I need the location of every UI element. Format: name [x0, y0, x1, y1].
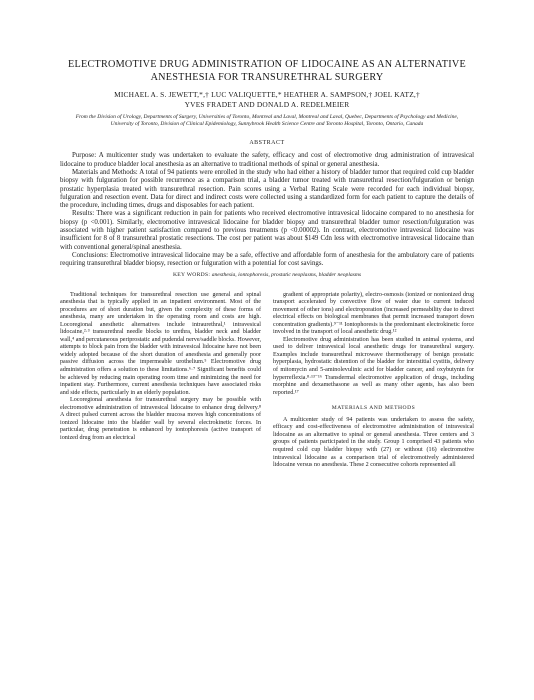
- right-column: [273, 292, 474, 470]
- keywords-label: KEY WORDS:: [172, 271, 211, 278]
- abstract-heading: ABSTRACT: [249, 140, 285, 147]
- body-paragraph: Electromotive drug administration has been studied in animal systems, and used to deliver intravesical local anesthetic drugs for transurethral surgery. Examples include transurethral microwave thermotherapy of benign prostatic hyperplasia, hydrostatic distention of the bladder for interstitial cystitis, delivery of mitomycin and 5-aminolevulinic acid for bladder cancer, and oxybutynin for hyperreflexia.⁸·¹³⁻¹⁶ Transdermal electromotive application of drugs, including morphine and dexamethasone as well as many other agents, has also been reported.¹⁷: [273, 336, 474, 396]
- article-title: ELECTROMOTIVE DRUG ADMINISTRATION OF LIDOCAINE AS AN ALTERNATIVE ANESTHESIA FOR TRANSURETHRAL SURGERY: [68, 59, 466, 83]
- article-body: [60, 292, 474, 470]
- author-affiliation: From the Division of Urology, Departments of Surgery, Universities of Toronto, Montreal and Laval, Montreal and Laval, Quebec, Departments of Psychology and Medicine, University of Toronto, Division of Clinical Epidemiology, Sunnybrook Health Science Centre and Toronto Hospital, Toronto, Ontario, Canada: [75, 114, 459, 128]
- abstract-results: Results: There was a significant reduction in pain for patients who received electromotive intravesical lidocaine compared to no anesthesia for biopsy (p <0.001). Similarly, electromotive intravesical lidocaine for bladder biopsy and transurethral bladder tumor resection/fulguration was associated with higher patient satisfaction compared to previous treatments (p <0.00002). In contrast, electromotive intravesical lidocaine was insufficient for 8 of 8 transurethral prostatic resections. The cost per patient was about $149 Cdn less with electromotive intravesical lidocaine than with conventional general/spinal anesthesia.: [60, 210, 474, 251]
- body-paragraph: Traditional techniques for transurethral resection use general and spinal anesthesia that is typically applied in an inpatient environment. Most of the procedures are of short duration but, given the complexity of these forms of anesthesia, many are undertaken in the operating room and costs are high. Locoregional anesthetic alternatives include intraurethral,¹ intravesical lidocaine,²·³ transurethral needle blocks to urethra, bladder neck and bladder wall,⁴ and percutaneous periprostatic and pudendal nerve/saddle blocks. However, attempts to block pain from the bladder with intravesical lidocaine have not been widely adopted because of the short duration of anesthesia and generally poor passive diffusion across the impermeable urothelium.⁵ Electromotive drug administration offers a solution to these limitations.⁶·⁷ Significant benefits could be achieved by reducing main operating room time and minimizing the need for inpatient stay. Furthermore, current anesthesia techniques have associated risks and side effects, particularly in an elderly population.: [60, 291, 261, 396]
- section-heading-methods: MATERIALS AND METHODS: [331, 405, 416, 412]
- author-list: [60, 90, 474, 110]
- body-paragraph: A multicenter study of 94 patients was undertaken to assess the safety, efficacy and cost-effectiveness of electromotive administration of intravesical lidocaine as an alternative to spinal or general anesthesia. Three centers and 3 groups of patients participated in the study. Group 1 comprised 43 patients who required cold cup bladder biopsy with (27) or without (16) electromotive intravesical lidocaine as a comparison trial of electromotively administered lidocaine versus no anesthesia. These 2 consecutive cohorts represented all: [273, 416, 474, 469]
- authors-line-2: YVES FRADET AND DONALD A. REDELMEIER: [184, 100, 350, 109]
- left-column: [60, 292, 261, 470]
- abstract-purpose: Purpose: A multicenter study was undertaken to evaluate the safety, efficacy and cost of electromotive drug administration of intravesical lidocaine to produce bladder local anesthesia as an alternative to traditional methods of spinal or general anesthesia.: [60, 152, 474, 168]
- keywords-list: anesthesia, iontophoresis, prostatic neoplasms, bladder neoplasms: [211, 271, 362, 278]
- body-paragraph: Locoregional anesthesia for transurethral surgery may be possible with electromotive administration of intravesical lidocaine to enhance drug delivery.⁸ A direct pulsed current across the bladder mucosa moves high concentrations of ionized lidocaine into the bladder wall by several electrokinetic forces. In particular, drug penetration is enhanced by iontophoresis (active transport of ionized drug from an electrical: [60, 397, 261, 441]
- authors-line-1: MICHAEL A. S. JEWETT,*,† LUC VALIQUETTE,* HEATHER A. SAMPSON,† JOEL KATZ,†: [114, 90, 420, 99]
- body-paragraph: gradient of appropriate polarity), electro-osmosis (ionized or nonionized drug transport accelerated by convective flow of water due to current induced movement of other ions) and electroporation (increased permeability due to direct electrical effects on biological membranes that permit increased transport down concentration gradients).⁹⁻¹¹ Iontophoresis is the predominant electrokinetic force involved in the transport of local anesthetic drug.¹²: [273, 291, 474, 336]
- abstract-methods: Materials and Methods: A total of 94 patients were enrolled in the study who had either a history of bladder tumor that required cold cup bladder biopsy with fulguration for possible recurrence as a comparison trial, a bladder tumor treated with transurethral resection/fulguration or benign prostatic hyperplasia treated with transurethral resection. Pain scores using a Verbal Rating Scale were recorded for each individual biopsy, fulguration and resection event. Data for direct and indirect costs were collected using a standardized form for each patient to capture the details of the procedure, including times, drugs and disposables for each patient.: [60, 169, 474, 210]
- keywords-line: [60, 272, 474, 278]
- abstract-body: [60, 152, 474, 268]
- abstract-conclusions: Conclusions: Electromotive intravesical lidocaine may be a safe, effective and affordable form of anesthesia for the ambulatory care of patients requiring transurethral bladder biopsy, resection or fulguration with a potential for cost savings.: [60, 251, 474, 268]
